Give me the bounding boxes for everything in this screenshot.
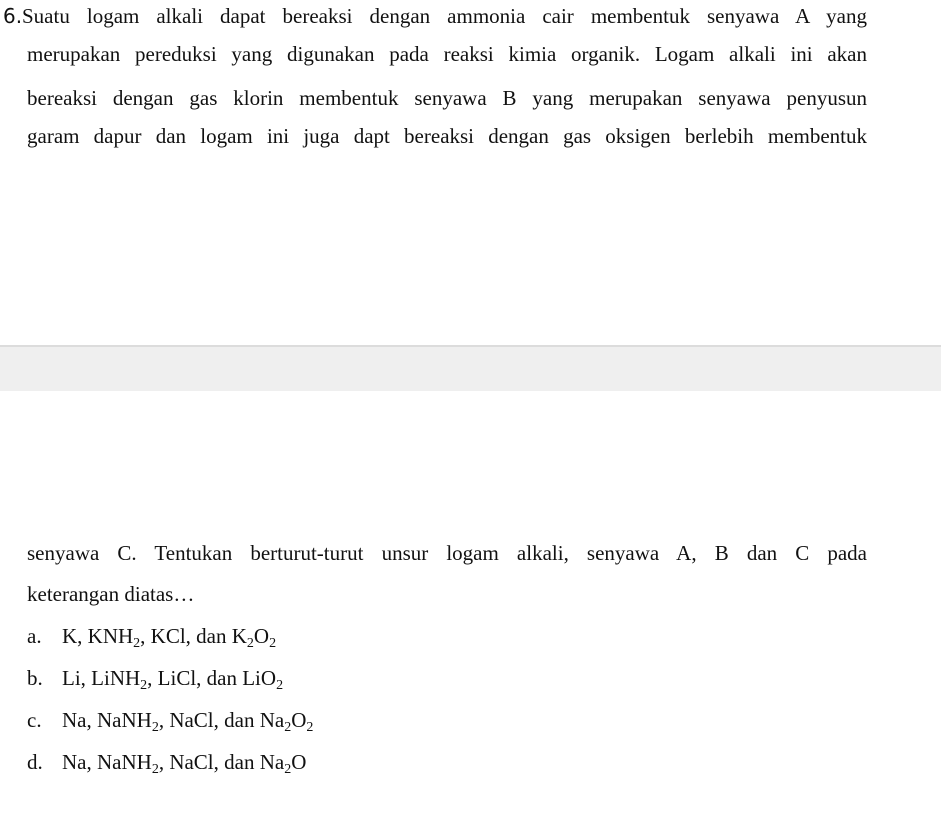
option-b-letter: b. — [27, 666, 43, 690]
option-c-text: Na, NaNH$_2$, NaCl, dan $Na_2O_2$ — [62, 708, 314, 735]
question-line-2: merupakan pereduksi yang digunakan pada reaksi kimia organik. Logam alkali ini akan — [27, 42, 867, 66]
question-line-5: senyawa C. Tentukan berturut-turut unsur logam alkali, senyawa A, B dan C pada — [27, 541, 867, 565]
question-line-6: keterangan diatas… — [27, 582, 195, 606]
option-a-letter: a. — [27, 624, 42, 648]
option-c-letter: c. — [27, 708, 42, 732]
option-b-text: Li, LiNH$_2$, LiCl, dan LiO$_2$ — [62, 666, 284, 693]
option-d-text: Na, NaNH$_2$, NaCl, dan $Na_2O$ — [62, 750, 307, 777]
page-break-band — [0, 345, 941, 391]
question-line-3: bereaksi dengan gas klorin membentuk senyawa B yang merupakan senyawa penyusun — [27, 86, 867, 110]
question-number: 6. — [3, 4, 23, 28]
question-line-1: Suatu logam alkali dapat bereaksi dengan ammonia cair membentuk senyawa A yang — [22, 4, 867, 28]
option-d-letter: d. — [27, 750, 43, 774]
question-line-4: garam dapur dan logam ini juga dapt bereaksi dengan gas oksigen berlebih membentuk — [27, 124, 867, 148]
option-a-text: K, $KNH_2$, KCl, dan $K_2O_2$ — [62, 624, 277, 651]
